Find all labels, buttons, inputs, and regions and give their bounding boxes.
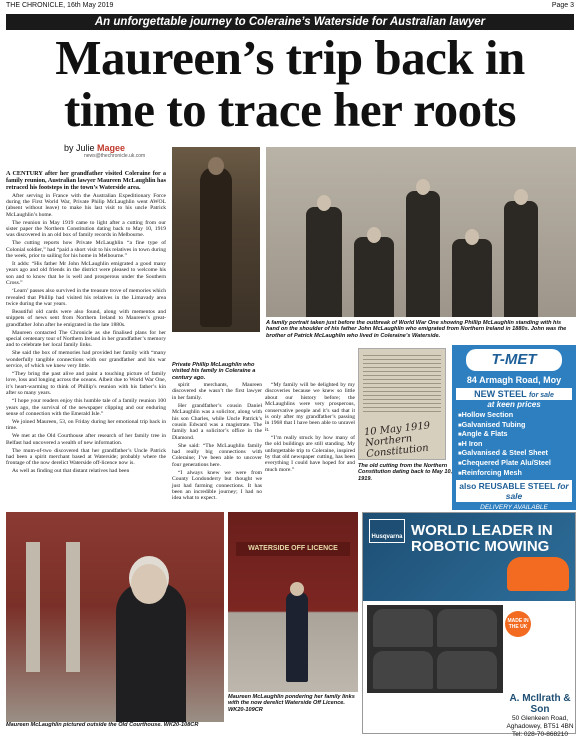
article-column-3 — [265, 382, 355, 514]
article-paragraph: The cutting reports how Private McLaughlin “a fine type of Colonial soldier,” had “paid a short visit to his relatives in town during the week, prior to sailing for his home in Melbourne.” — [6, 240, 166, 260]
off-licence-caption: Maureen McLaughlin pondering her family links with the now derelict Waterside Off Licence. WK20-109CR — [228, 694, 355, 713]
maureen-head — [290, 582, 304, 596]
article-paragraph: “I’m really struck by how many of the old buildings are still standing. My unforgettable trip to Coleraine, inspired by that old newspaper cutting, has been everything I could have hoped for and much more.” — [265, 434, 355, 473]
tmet-item: ■ Hollow Section — [458, 411, 570, 421]
soldier-head — [208, 157, 224, 175]
tmet-reusable-label: also REUSABLE STEEL — [459, 481, 555, 492]
courthouse-column — [66, 542, 80, 672]
husqvarna-logo: Husqvarna — [369, 519, 405, 543]
article-paragraph: The mum-of-two discovered that her grandfather’s Uncle Patrick had been a spirit merchant based at Waterside; probably where the frontage of the now derelict Waterside off-licence now is. — [6, 447, 166, 467]
article-lead: A CENTURY after her grandfather visited Coleraine for a family reunion, Australian lawyer Maureen McLaughlin has retraced his footsteps in the town’s Waterside area. — [6, 170, 166, 191]
courthouse-caption: Maureen McLaughlin pictured outside the Old Courthouse. WK20-108CR — [6, 722, 199, 728]
tmet-new-steel — [456, 388, 572, 400]
family-member-head — [465, 229, 479, 245]
maureen-head — [131, 564, 167, 604]
tmet-keen-prices: at keen prices — [487, 400, 541, 409]
tmet-delivery: DELIVERY AVAILABLE — [480, 504, 548, 512]
tmet-logo: T-MET — [466, 349, 562, 371]
husqvarna-advert[interactable] — [362, 512, 576, 738]
byline-surname: Magee — [97, 143, 126, 153]
dealer-phone[interactable]: Tel: 028-70-868210 — [511, 731, 568, 738]
courthouse-column — [26, 542, 40, 672]
mower-model-tile — [373, 609, 433, 647]
robotic-mower-image — [507, 557, 569, 591]
family-member — [354, 237, 394, 317]
article-paragraph: We met at the Old Courthouse after research of her family tree in Belfast had uncovered a wealth of new information. — [6, 433, 166, 446]
article-paragraph: “My family will be delighted by my discoveries because we knew so little about our history before; the McLaughlins were very prosperous, conservative people and it’s sad that it is only after my grandfather’s passing in 1968 that I have been able to unravel it. — [265, 382, 355, 433]
newspaper-clipping-photo — [358, 348, 446, 460]
family-member — [406, 191, 440, 317]
article-paragraph: She said: “The McLaughlin family had really big connections with Coleraine; I’ve been able to uncover four generations here. — [172, 442, 262, 468]
soldier-figure — [200, 167, 232, 327]
tmet-address: 84 Armagh Road, Moy — [466, 375, 562, 385]
article-paragraph: We joined Maureen, 53, on Friday during her emotional trip back in time. — [6, 418, 166, 432]
mower-model-tile — [373, 651, 433, 689]
strapline-banner: An unforgettable journey to Coleraine’s Waterside for Australian lawyer — [6, 14, 574, 30]
paper-name-date: THE CHRONICLE, 16th May 2019 — [6, 2, 114, 9]
article-paragraph: “They bring the past alive and paint a touching picture of family love, loss and longing across the oceans. Albeit due to World War One, it’s heart-warming to think of Phillip’s reunion with his father’s kin after so many years. — [6, 371, 166, 397]
mower-model-tile — [437, 609, 497, 647]
tmet-item: ■ Reinforcing Mesh — [458, 469, 570, 479]
courthouse-photo — [6, 512, 224, 722]
article-paragraph: As well as finding out that distant relatives had been — [12, 468, 130, 475]
article-paragraph: “I hope your readers enjoy this humble tale of a family reunion 100 years ago, the survival of the newspaper clipping and our enduring sense of connection with the Emerald Isle.” — [6, 398, 166, 417]
family-member — [452, 239, 492, 317]
dealer-name: A. McIlrath & Son — [509, 693, 571, 715]
husqvarna-title: WORLD LEADER IN ROBOTIC MOWING — [411, 522, 553, 555]
off-licence-sign: WATERSIDE OFF LICENCE — [236, 542, 350, 556]
article-paragraph: “I always knew we were from County Londonderry but thought we just had farming connections. It has been an incredible journey; I had no idea what to expect. — [172, 469, 262, 502]
tmet-new-steel-label: NEW STEEL — [474, 389, 527, 399]
family-member-head — [416, 179, 430, 195]
family-caption: A family portrait taken just before the outbreak of World War One showing Phillip McLaughlin standing with his hand on the shoulder of his father John McLaughlin who emigrated from Northern Ireland in 1880s. John was the brother of Patrick McLaughlin who lived in Coleraine’s Waterside. — [266, 320, 567, 339]
soldier-caption: Private Phillip McLaughlin who visited his family in Coleraine a century ago. — [172, 362, 256, 381]
waterside-off-licence-photo — [228, 512, 358, 692]
article-column-1 — [6, 170, 166, 510]
page-header — [6, 2, 574, 12]
article-paragraph: ‘Learn’ passes also survived in the treasure trove of memories which revealed that Phillip had visited his relatives in the Limavady area twice during the war years. — [6, 288, 166, 307]
clipping-caption: The old cutting from the Northern Constitution dating back to May 10, 1919. — [358, 463, 453, 482]
dealer-info — [505, 693, 575, 739]
family-member — [306, 207, 342, 317]
family-member-head — [514, 189, 528, 205]
article-paragraph: spirit merchants, Maureen discovered she wasn’t the first lawyer in her family. — [172, 382, 262, 401]
tmet-reusable-steel — [456, 480, 572, 502]
article-paragraph: She said the box of memories had provided her family with “many wonderfully tangible connections with our grandfather and his war service, of which we knew very little. — [6, 350, 166, 370]
page-number: Page 3 — [551, 2, 574, 9]
tmet-item-list — [458, 411, 570, 478]
tmet-item: ■ Galvanised Tubing — [458, 421, 570, 431]
family-member — [504, 201, 538, 317]
soldier-photo — [172, 147, 260, 332]
tmet-reusable-for-sale: for sale — [505, 481, 569, 502]
family-member-head — [317, 195, 331, 211]
tmet-item: ■ H Iron — [458, 440, 570, 450]
made-in-uk-badge: MADE IN THE UK — [505, 611, 531, 637]
byline — [64, 143, 145, 159]
article-column-2 — [172, 382, 262, 514]
article-paragraph: Her grandfather’s cousin Daniel McLaughlin was a solicitor, along with his son Charles, while Uncle Patrick’s cousin Edward was a magistrate. The family had a solicitor’s office in the Diamond. — [172, 402, 262, 441]
byline-by: by Julie — [64, 143, 95, 153]
tmet-item: ■ Angle & Flats — [458, 430, 570, 440]
family-portrait-photo — [266, 147, 576, 317]
clipping-text-lines — [363, 355, 441, 415]
article-paragraph: Beautiful old cards were also found, along with mementos and snippets of news sent from Northern Ireland to Maureen’s great-grandfather John after he emigrated in the late 1880s. — [6, 308, 166, 328]
byline-email[interactable]: news@thechronicle.uk.com — [84, 153, 146, 159]
tmet-item: ■ Chequered Plate Alu/Steel — [458, 459, 570, 469]
article-paragraph: It adds: “His father Mr John McLaughlin emigrated a good many years ago and old friends in the district were pleased to welcome his son and to know that he is well and prosperous under the Southern Cross.” — [6, 261, 166, 287]
tmet-advert[interactable] — [452, 345, 576, 510]
tmet-for-sale: for sale — [528, 392, 554, 399]
husqvarna-header — [363, 513, 575, 601]
article-paragraph: The reunion in May 1919 came to light after a cutting from our sister paper the Northern Constitution dating back to May 10, 1919 was discovered in an old box of family records in Melbourne. — [6, 219, 166, 239]
tmet-item: ■ Galvanised & Steel Sheet — [458, 449, 570, 459]
mower-model-tile — [437, 651, 497, 689]
family-member-head — [367, 227, 381, 243]
dealer-address: 50 Glenkeen Road, Aghadowey, BT51 4BN — [506, 715, 574, 730]
mower-model-grid — [367, 605, 503, 693]
article-paragraph: After serving in France with the Australian Expeditionary Force during the First World War, Private Philip McLaughlin went AWOL (absent without leave) to make his last visit to his uncle Patrick McLaughlin’s home. — [6, 192, 166, 218]
clipping-handwriting: 10 May 1919 Northern Constitution — [363, 420, 431, 461]
maureen-figure — [286, 592, 308, 682]
headline: Maureen’s trip back in time to trace her roots — [55, 30, 525, 137]
article-paragraph: Maureen contacted The Chronicle as she finalised plans for her special centenary tour of Northern Ireland in her grandfather’s memory and to celebrate her local family links. — [6, 329, 166, 349]
